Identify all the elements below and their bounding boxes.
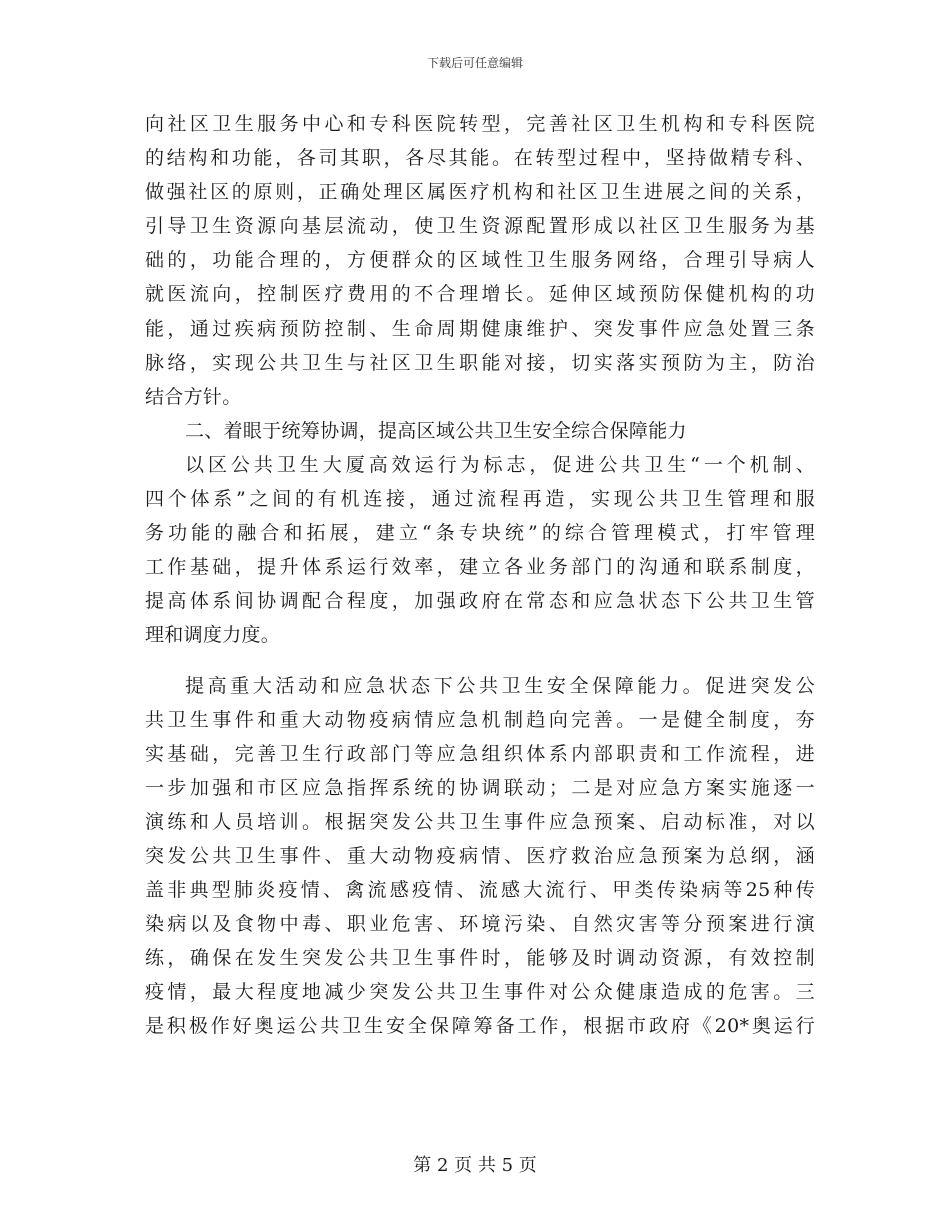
text-line: 脉络，实现公共卫生与社区卫生职能对接，切实落实预防为主，防治 bbox=[145, 351, 815, 374]
text-line: 理和调度力度。 bbox=[145, 624, 281, 647]
text-line: 是积极作好奥运公共卫生安全保障筹备工作，根据市政府《20*奥运行 bbox=[145, 1015, 815, 1038]
text-line: 一步加强和市区应急指挥系统的协调联动；二是对应急方案实施逐一 bbox=[145, 776, 815, 799]
page-header-note: 下载后可任意编辑 bbox=[426, 56, 523, 70]
text-line: 做强社区的原则，正确处理区属医疗机构和社区卫生进展之间的关系， bbox=[145, 181, 815, 204]
document-body bbox=[145, 107, 815, 1044]
text-line: 四个体系”之间的有机连接，通过流程再造，实现公共卫生管理和服 bbox=[145, 488, 815, 511]
paragraph-2 bbox=[145, 448, 815, 653]
text-line: 实基础，完善卫生行政部门等应急组织体系内部职责和工作流程，进 bbox=[145, 742, 815, 765]
text-line: 盖非典型肺炎疫情、禽流感疫情、流感大流行、甲类传染病等25种传 bbox=[145, 879, 815, 902]
text-line: 共卫生事件和重大动物疫病情应急机制趋向完善。一是健全制度，夯 bbox=[145, 708, 815, 731]
text-line: 的结构和功能，各司其职，各尽其能。在转型过程中，坚持做精专科、 bbox=[145, 147, 815, 170]
text-line: 演练和人员培训。根据突发公共卫生事件应急预案、启动标准，对以 bbox=[145, 810, 815, 833]
text-line: 向社区卫生服务中心和专科医院转型，完善社区卫生机构和专科医院 bbox=[145, 113, 815, 135]
page-number-footer: 第 2 页 共 5 页 bbox=[413, 1155, 537, 1176]
section-heading: 二、着眼于统筹协调，提高区域公共卫生安全综合保障能力 bbox=[185, 419, 687, 442]
text-line: 就医流向，控制医疗费用的不合理增长。延伸区域预防保健机构的功 bbox=[145, 283, 815, 306]
text-line: 结合方针。 bbox=[145, 385, 242, 408]
text-line: 提高重大活动和应急状态下公共卫生安全保障能力。促进突发公 bbox=[185, 674, 815, 697]
paragraph-gap bbox=[145, 653, 815, 669]
text-line: 染病以及食物中毒、职业危害、环境污染、自然灾害等分预案进行演 bbox=[145, 913, 815, 936]
text-line: 务功能的融合和拓展，建立“条专块统”的综合管理模式，打牢管理 bbox=[145, 522, 815, 545]
text-line: 以区公共卫生大厦高效运行为标志，促进公共卫生“一个机制、 bbox=[185, 453, 815, 476]
paragraph-3 bbox=[145, 669, 815, 1044]
text-line: 练，确保在发生突发公共卫生事件时，能够及时调动资源，有效控制 bbox=[145, 947, 815, 970]
paragraph-1 bbox=[145, 107, 815, 414]
text-line: 础的，功能合理的，方便群众的区域性卫生服务网络，合理引导病人 bbox=[145, 249, 815, 272]
text-line: 能，通过疾病预防控制、生命周期健康维护、突发事件应急处置三条 bbox=[145, 317, 815, 340]
text-line: 引导卫生资源向基层流动，使卫生资源配置形成以社区卫生服务为基 bbox=[145, 215, 815, 238]
text-line: 突发公共卫生事件、重大动物疫病情、医疗救治应急预案为总纲，涵 bbox=[145, 844, 815, 867]
text-line: 工作基础，提升体系运行效率，建立各业务部门的沟通和联系制度， bbox=[145, 556, 815, 579]
text-line: 提高体系间协调配合程度，加强政府在常态和应急状态下公共卫生管 bbox=[145, 590, 815, 613]
text-line: 疫情，最大程度地减少突发公共卫生事件对公众健康造成的危害。三 bbox=[145, 981, 815, 1004]
